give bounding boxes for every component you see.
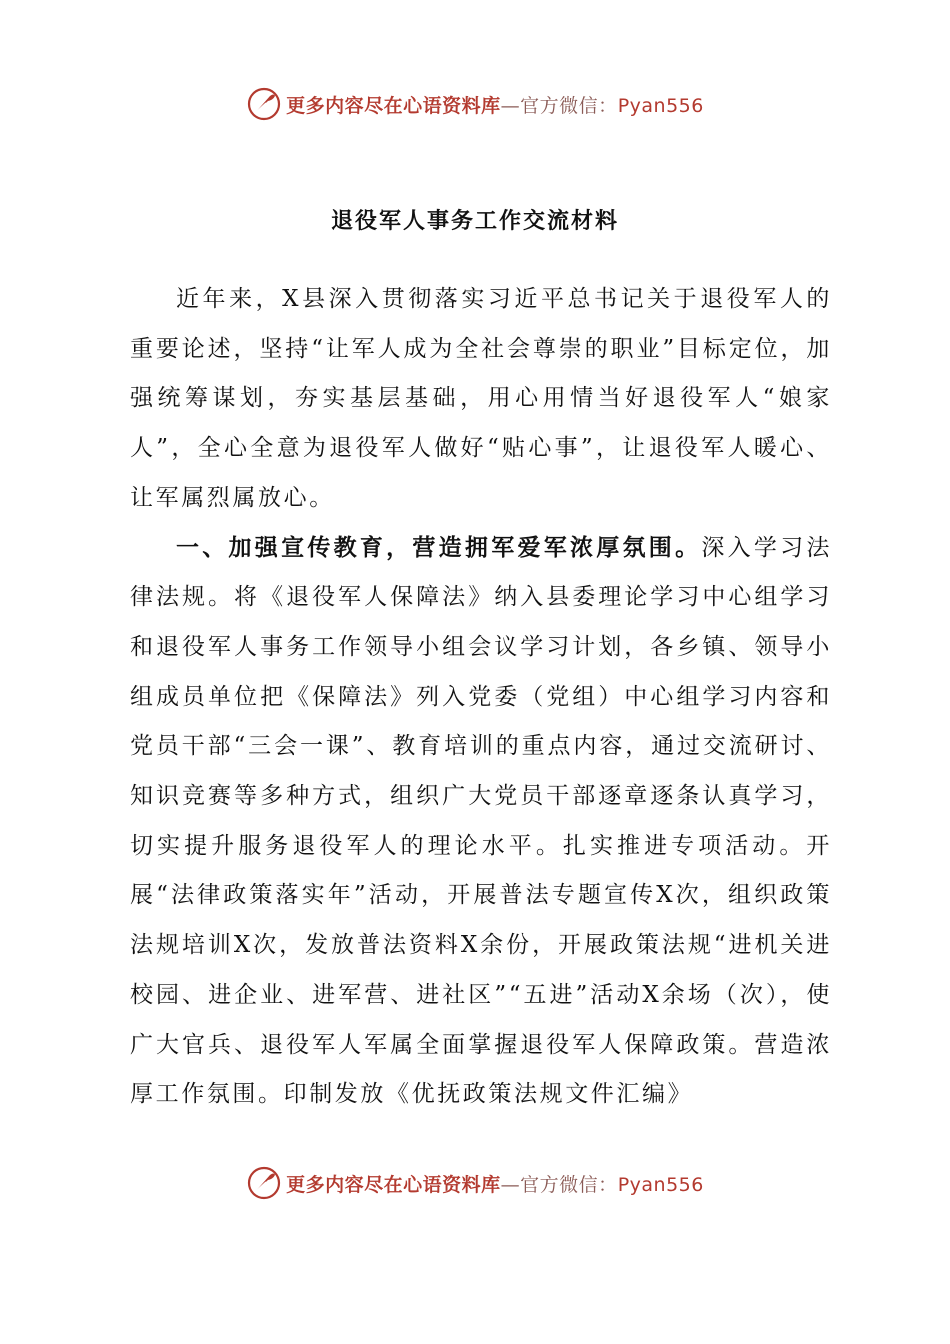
header-watermark [0,84,950,124]
watermark-text [286,1170,704,1197]
watermark-separator: — [500,1173,521,1196]
watermark-wechat-label: 官方微信： [520,1173,618,1196]
section-1-heading: 一、加强宣传教育，营造拥军爱军浓厚氛围。 [176,534,702,561]
document-title: 退役军人事务工作交流材料 [330,208,619,234]
watermark-site: 更多内容尽在心语资料库 [286,1173,501,1196]
intro-paragraph: 近年来，X县深入贯彻落实习近平总书记关于退役军人的重要论述，坚持“让军人成为全社会尊崇的职业”目标定位，加强统筹谋划，夯实基层基础，用心用情当好退役军人“娘家人”，全心全意为退役军人做好“贴心事”，让退役军人暖心、让军属烈属放心。 [130,286,832,511]
watermark-text [286,91,704,118]
document-body [130,275,832,1120]
quill-pen-icon [246,86,282,122]
section-1-paragraph [130,524,832,1120]
watermark-site: 更多内容尽在心语资料库 [286,94,501,117]
footer-watermark [0,1163,950,1203]
quill-pen-icon [246,1165,282,1201]
watermark-separator: — [500,94,521,117]
watermark-wechat-label: 官方微信： [520,94,618,117]
section-1-text: 深入学习法律法规。将《退役军人保障法》纳入县委理论学习中心组学习和退役军人事务工作领导小组会议学习计划，各乡镇、领导小组成员单位把《保障法》列入党委（党组）中心组学习内容和党员干部“三会一课”、教育培训的重点内容，通过交流研讨、知识竞赛等多种方式，组织广大党员干部逐章逐条认真学习，切实提升服务退役军人的理论水平。扎实推进专项活动。开展“法律政策落实年”活动，开展普法专题宣传X次，组织政策法规培训X次，发放普法资料X余份，开展政策法规“进机关进校园、进企业、进军营、进社区”“五进”活动X余场（次），使广大官兵、退役军人军属全面掌握退役军人保障政策。营造浓厚工作氛围。印制发放《优抚政策法规文件汇编》 [130,534,833,1108]
watermark-wechat-id: Pyan556 [617,1173,704,1196]
watermark-wechat-id: Pyan556 [617,94,704,117]
